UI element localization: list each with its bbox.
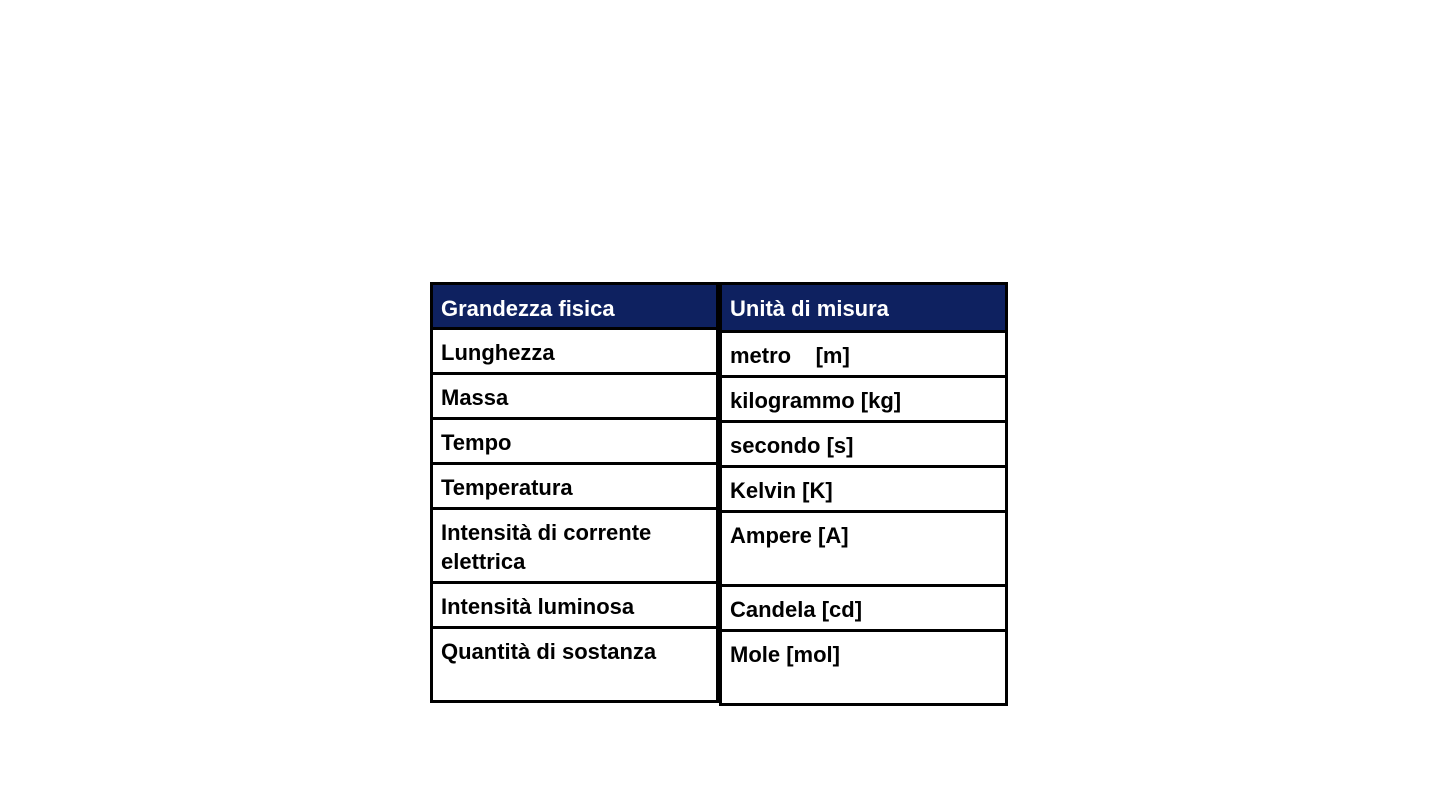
unit-cell: Mole [mol] (719, 629, 1008, 706)
quantity-cell: Tempo (430, 417, 719, 465)
quantity-header: Grandezza fisica (430, 282, 719, 330)
unit-cell: Ampere [A] (719, 510, 1008, 587)
unit-cell: Kelvin [K] (719, 465, 1008, 513)
unit-cell: Candela [cd] (719, 584, 1008, 632)
quantity-column (430, 282, 719, 703)
unit-cell: metro [m] (719, 330, 1008, 378)
quantity-cell: Intensità luminosa (430, 581, 719, 629)
unit-header: Unità di misura (719, 282, 1008, 333)
quantity-cell: Massa (430, 372, 719, 420)
unit-column (719, 282, 1008, 706)
quantity-cell: Temperatura (430, 462, 719, 510)
unit-cell: secondo [s] (719, 420, 1008, 468)
quantity-cell: Lunghezza (430, 327, 719, 375)
quantity-cell: Quantità di sostanza (430, 626, 719, 703)
unit-cell: kilogrammo [kg] (719, 375, 1008, 423)
quantity-cell: Intensità di corrente elettrica (430, 507, 719, 584)
